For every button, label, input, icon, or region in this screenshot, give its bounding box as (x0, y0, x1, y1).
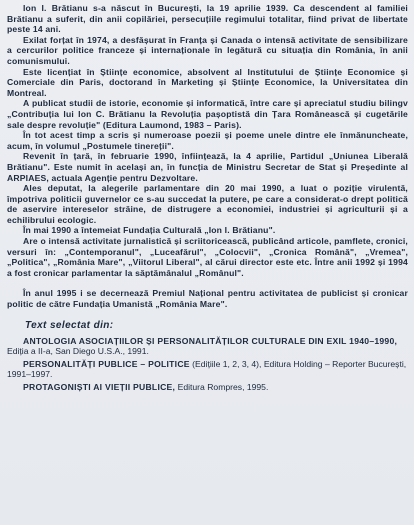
paragraph-publications: A publicat studii de istorie, economie și informatică, între care și apreciatul studiu bilingv „Contribuția lui Ion C. Brătianu la Revoluția pașoptistă din Țara Românească și cugetările sale despre revoluție" (Editura Laumond, 1983 – Paris). (7, 98, 408, 130)
reference-item (7, 336, 408, 357)
reference-title: PROTAGONIȘTI AI VIEȚII PUBLICE, (23, 382, 176, 392)
paragraph-birth: Ion I. Brătianu s-a născut în București, la 19 aprilie 1939. Ca descendent al familiei Brătianu a suferit, din anii copilăriei, persecuțiile regimului totalitar, fiind privat de libertate peste 14 ani. (7, 3, 408, 35)
reference-details: (Edițiile 1, 2, 3, 4), Editura Holding – Reporter București, 1991–1997. (7, 358, 407, 380)
paragraph-exile: Exilat forțat în 1974, a desfășurat în Franța și Canada o intensă activitate de sensibilizare a cercurilor politice franceze și internaționale în legătură cu situația din România, în anii comunismului. (7, 34, 408, 66)
reference-item (7, 359, 408, 380)
spacer (7, 278, 408, 288)
reference-details: Editura Rompres, 1995. (175, 382, 269, 392)
reference-item (7, 382, 408, 393)
paragraph-poetry: În tot acest timp a scris și numeroase poezii și poeme unele dintre ele înmănuncheate, acum, în volumul „Postumele tinereții". (7, 130, 408, 151)
selected-text-heading: Text selectat din: (25, 319, 114, 331)
paragraph-journalism: Are o intensă activitate jurnalistică și scriitoricească, publicând articole, pamflete, cronici, versuri în: „Contemporanul", „Luceafărul", „Colocvii", „Cronica Română", „Vremea", „Politica", „România Mare", „Viitorul Liberal", al cărui director este etc. Între anii 1992 și 1994 a fost cronicar parlamentar la săptămânalul „Românul". (7, 236, 408, 278)
paragraph-education: Este licențiat în Științe economice, absolvent al Institutului de Științe Economice și Comerciale din Paris, doctorand în Marketing și Științe Economice, la Universitatea din Montreal. (7, 66, 408, 98)
reference-details: Ediția a II-a, San Diego U.S.A., 1991. (7, 346, 149, 357)
paragraph-deputy: Ales deputat, la alegerile parlamentare din 20 mai 1990, a luat o poziție virulentă, împotriva politicii guvernelor ce s-au succedat la putere, pe care a considerat-o drept politică de aservire intereselor străine, de distrugere a economiei, industriei și agriculturii și a echilibrului ecologic. (7, 183, 408, 225)
paragraph-foundation: În mai 1990 a întemeiat Fundația Culturală „Ion I. Brătianu". (23, 225, 276, 236)
reference-title: PERSONALITĂȚI PUBLICE – POLITICE (23, 358, 190, 369)
reference-title: ANTOLOGIA ASOCIAȚIILOR ȘI PERSONALITĂȚILOR CULTURALE DIN EXIL 1940–1990, (23, 335, 398, 346)
paragraph-return: Revenit în țară, în februarie 1990, înființează, la 4 aprilie, Partidul „Uniunea Liberală Brătianu". Este numit în același an, în funcția de Ministru Secretar de Stat și Președinte al ARPIAES, actuala Agenție pentru Dezvoltare. (7, 151, 408, 183)
paragraph-award: În anul 1995 i se decernează Premiul Național pentru activitatea de publicist și cronicar politic de către Fundația Umanistă „România Mare". (7, 288, 408, 310)
spacer (7, 310, 408, 318)
